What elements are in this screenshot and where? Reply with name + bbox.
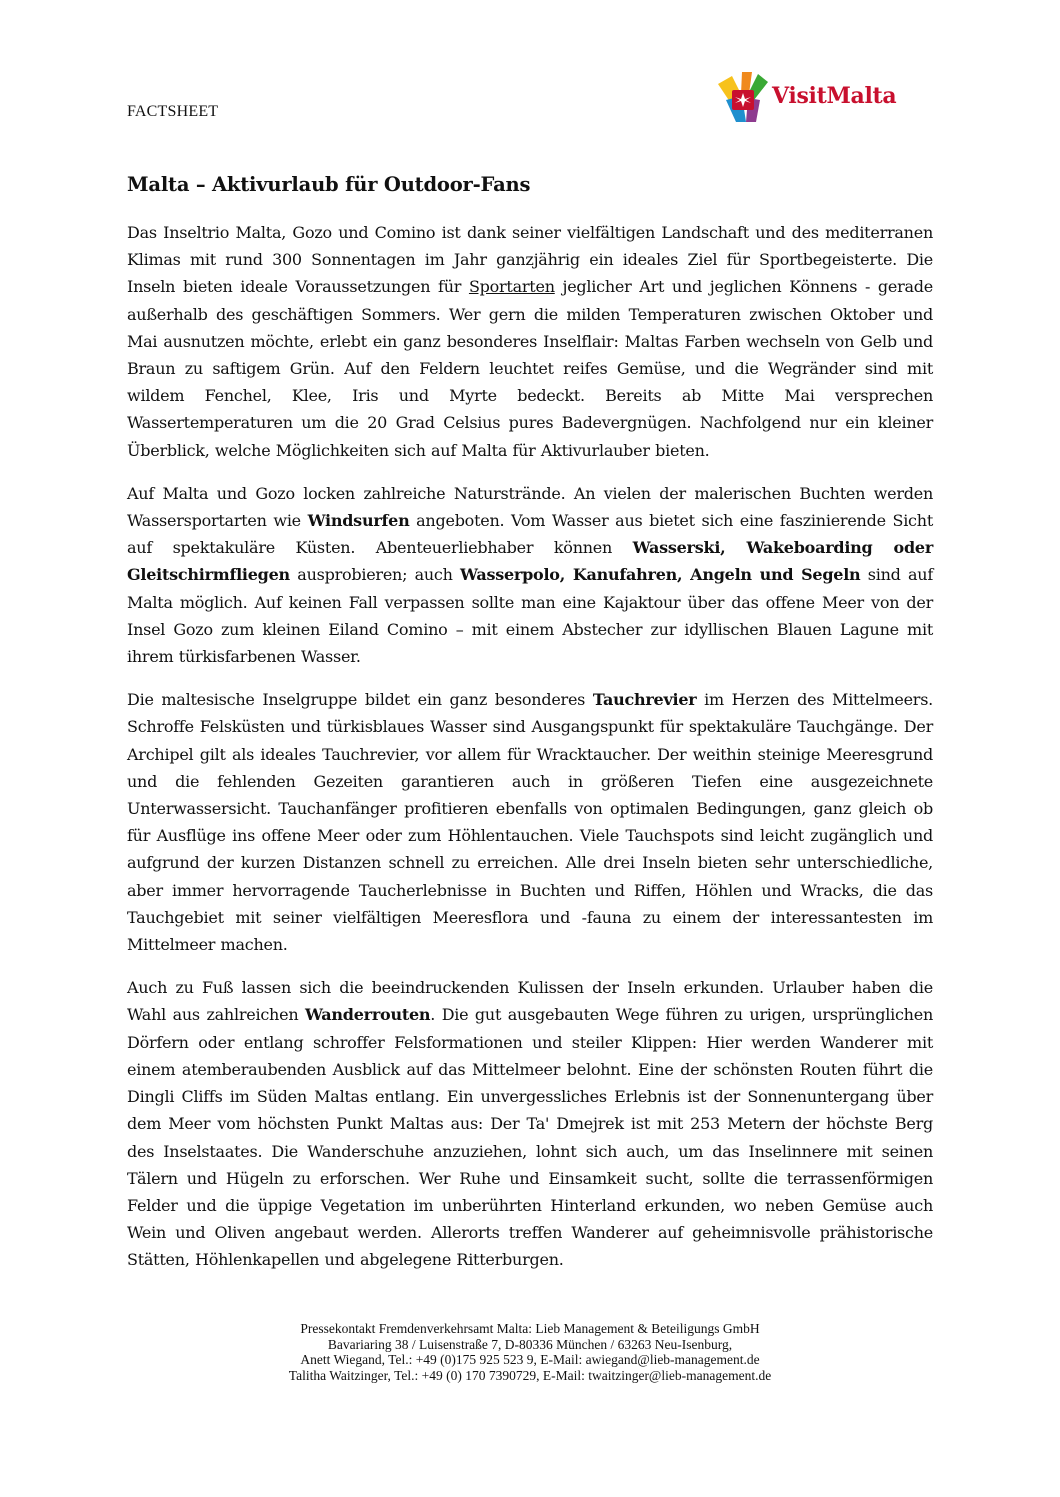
footer-line: Anett Wiegand, Tel.: +49 (0)175 925 523 9, E-Mail: awiegand@lieb-management.de xyxy=(300,1352,760,1367)
visitmalta-logo[interactable] xyxy=(716,70,916,124)
bold-term: Tauchrevier xyxy=(592,690,697,710)
paragraph-text: angeboten. Vom Wasser aus bietet sich eine faszinierende Sicht auf spektakuläre Küsten. Abenteuerliebhaber können xyxy=(127,511,934,558)
bold-term: Wasserpolo, Kanufahren, Angeln und Segeln xyxy=(460,565,861,585)
body-paragraph xyxy=(127,974,933,1273)
press-contact-footer xyxy=(100,1321,960,1383)
document-type-label: FACTSHEET xyxy=(127,103,219,120)
paragraph-text: im Herzen des Mittelmeers. Schroffe Felsküsten und türkisblaues Wasser sind Ausgangspunkt für spektakuläre Tauchgänge. Der Archipel gilt als ideales Tauchrevier, vor allem für Wracktaucher. Der weithin steinige Meeresgrund und die fehlenden Gezeiten garantieren auch in größeren Tiefen eine ausgezeichnete Unterwassersicht. Tauchanfänger profitieren ebenfalls von optimalen Bedingungen, ganz gleich ob für Ausflüge ins offene Meer oder zum Höhlentauchen. Viele Tauchspots sind leicht zugänglich und aufgrund der kurzen Distanzen schnell zu erreichen. Alle drei Inseln bieten sehr unterschiedliche, aber immer hervorragende Taucherlebnisse in Buchten und Riffen, Höhlen und Wracks, die das Tauchgebiet mit seiner vielfältigen Meeresflora und -fauna zu einem der interessantesten im Mittelmeer machen. xyxy=(127,690,933,955)
paragraph-text: Auf Malta und Gozo locken zahlreiche Naturstrände. An vielen der malerischen Buchten werden Wassersportarten wie xyxy=(127,483,933,531)
bold-term: Wasserski, Wakeboarding oder Gleitschirmfliegen xyxy=(127,538,934,585)
footer-line: Bavariaring 38 / Luisenstraße 7, D-80336 München / 63263 Neu-Isenburg, xyxy=(327,1336,733,1352)
bold-term: Windsurfen xyxy=(307,511,410,531)
body-paragraph xyxy=(127,686,933,958)
footer-line: Talitha Waitzinger, Tel.: +49 (0) 170 7390729, E-Mail: twaitzinger@lieb-management.de xyxy=(288,1367,772,1383)
paragraph-text: Das Inseltrio Malta, Gozo und Comino ist dank seiner vielfältigen Landschaft und des mediterranen Klimas mit rund 300 Sonnentagen im Jahr ganzjährig ein ideales Ziel für Sportbegeisterte. Die Inseln bieten ideale Voraussetzungen für xyxy=(127,223,933,297)
paragraph-text: Auch zu Fuß lassen sich die beeindruckenden Kulissen der Inseln erkunden. Urlauber haben die Wahl aus zahlreichen xyxy=(127,978,933,1025)
paragraph-text: . Die gut ausgebauten Wege führen zu urigen, ursprünglichen Dörfern oder entlang schroffer Felsformationen und steiler Klippen: Hier werden Wanderer mit einem atemberaubenden Ausblick auf das Mittelmeer belohnt. Eine der schönsten Routen führt die Dingli Cliffs im Süden Maltas entlang. Ein unvergessliches Erlebnis ist der Sonnenuntergang über dem Meer vom höchsten Punkt Maltas aus: Der Ta' Dmejrek ist mit 253 Metern der höchste Berg des Inselstaates. Die Wanderschuhe anzuziehen, lohnt sich auch, um das Inselinnere mit seinen Tälern und Hügeln zu erforschen. Wer Ruhe und Einsamkeit sucht, sollte die terrassenförmigen Felder und die üppige Vegetation im unberührten Hinterland erkunden, wo neben Gemüse auch Wein und Oliven angebaut werden. Allerorts treffen Wanderer auf geheimnisvolle prähistorische Stätten, Höhlenkapellen und abgelegene Ritterburgen. xyxy=(127,1005,934,1270)
bold-term: Wanderrouten xyxy=(304,1005,431,1025)
inline-link[interactable]: Sportarten xyxy=(468,277,555,297)
article-body xyxy=(127,219,933,1290)
paragraph-text: Die maltesische Inselgruppe bildet ein ganz besonderes xyxy=(127,690,593,710)
paragraph-text: sind auf Malta möglich. Auf keinen Fall verpassen sollte man eine Kajaktour über das offene Meer von der Insel Gozo zum kleinen Eiland Comino – mit einem Abstecher zur idyllischen Blauen Lagune mit ihrem türkisfarbenen Wasser. xyxy=(127,565,933,667)
paragraph-text: ausprobieren; auch xyxy=(289,565,461,585)
paragraph-text: jeglicher Art und jeglichen Könnens - gerade außerhalb des geschäftigen Sommers. Wer gern die milden Temperaturen zwischen Oktober und Mai ausnutzen möchte, erlebt ein ganz besonderes Inselflair: Maltas Farben wechseln von Gelb und Braun zu saftigem Grün. Auf den Feldern leuchtet reifes Gemüse, und die Wegränder sind mit wildem Fenchel, Klee, Iris und Myrte bedeckt. Bereits ab Mitte Mai versprechen Wassertemperaturen um die 20 Grad Celsius pures Badevergnügen. Nachfolgend nur ein kleiner Überblick, welche Möglichkeiten sich auf Malta für Aktivurlauber bieten. xyxy=(127,277,933,460)
body-paragraph xyxy=(127,480,933,670)
page-title: Malta – Aktivurlaub für Outdoor-Fans xyxy=(127,173,531,196)
footer-line: Pressekontakt Fremdenverkehrsamt Malta: Lieb Management & Beteiligungs GmbH xyxy=(300,1321,760,1336)
visitmalta-logo-icon xyxy=(716,70,774,124)
body-paragraph xyxy=(127,219,933,464)
logo-wordmark: VisitMalta xyxy=(772,83,897,109)
